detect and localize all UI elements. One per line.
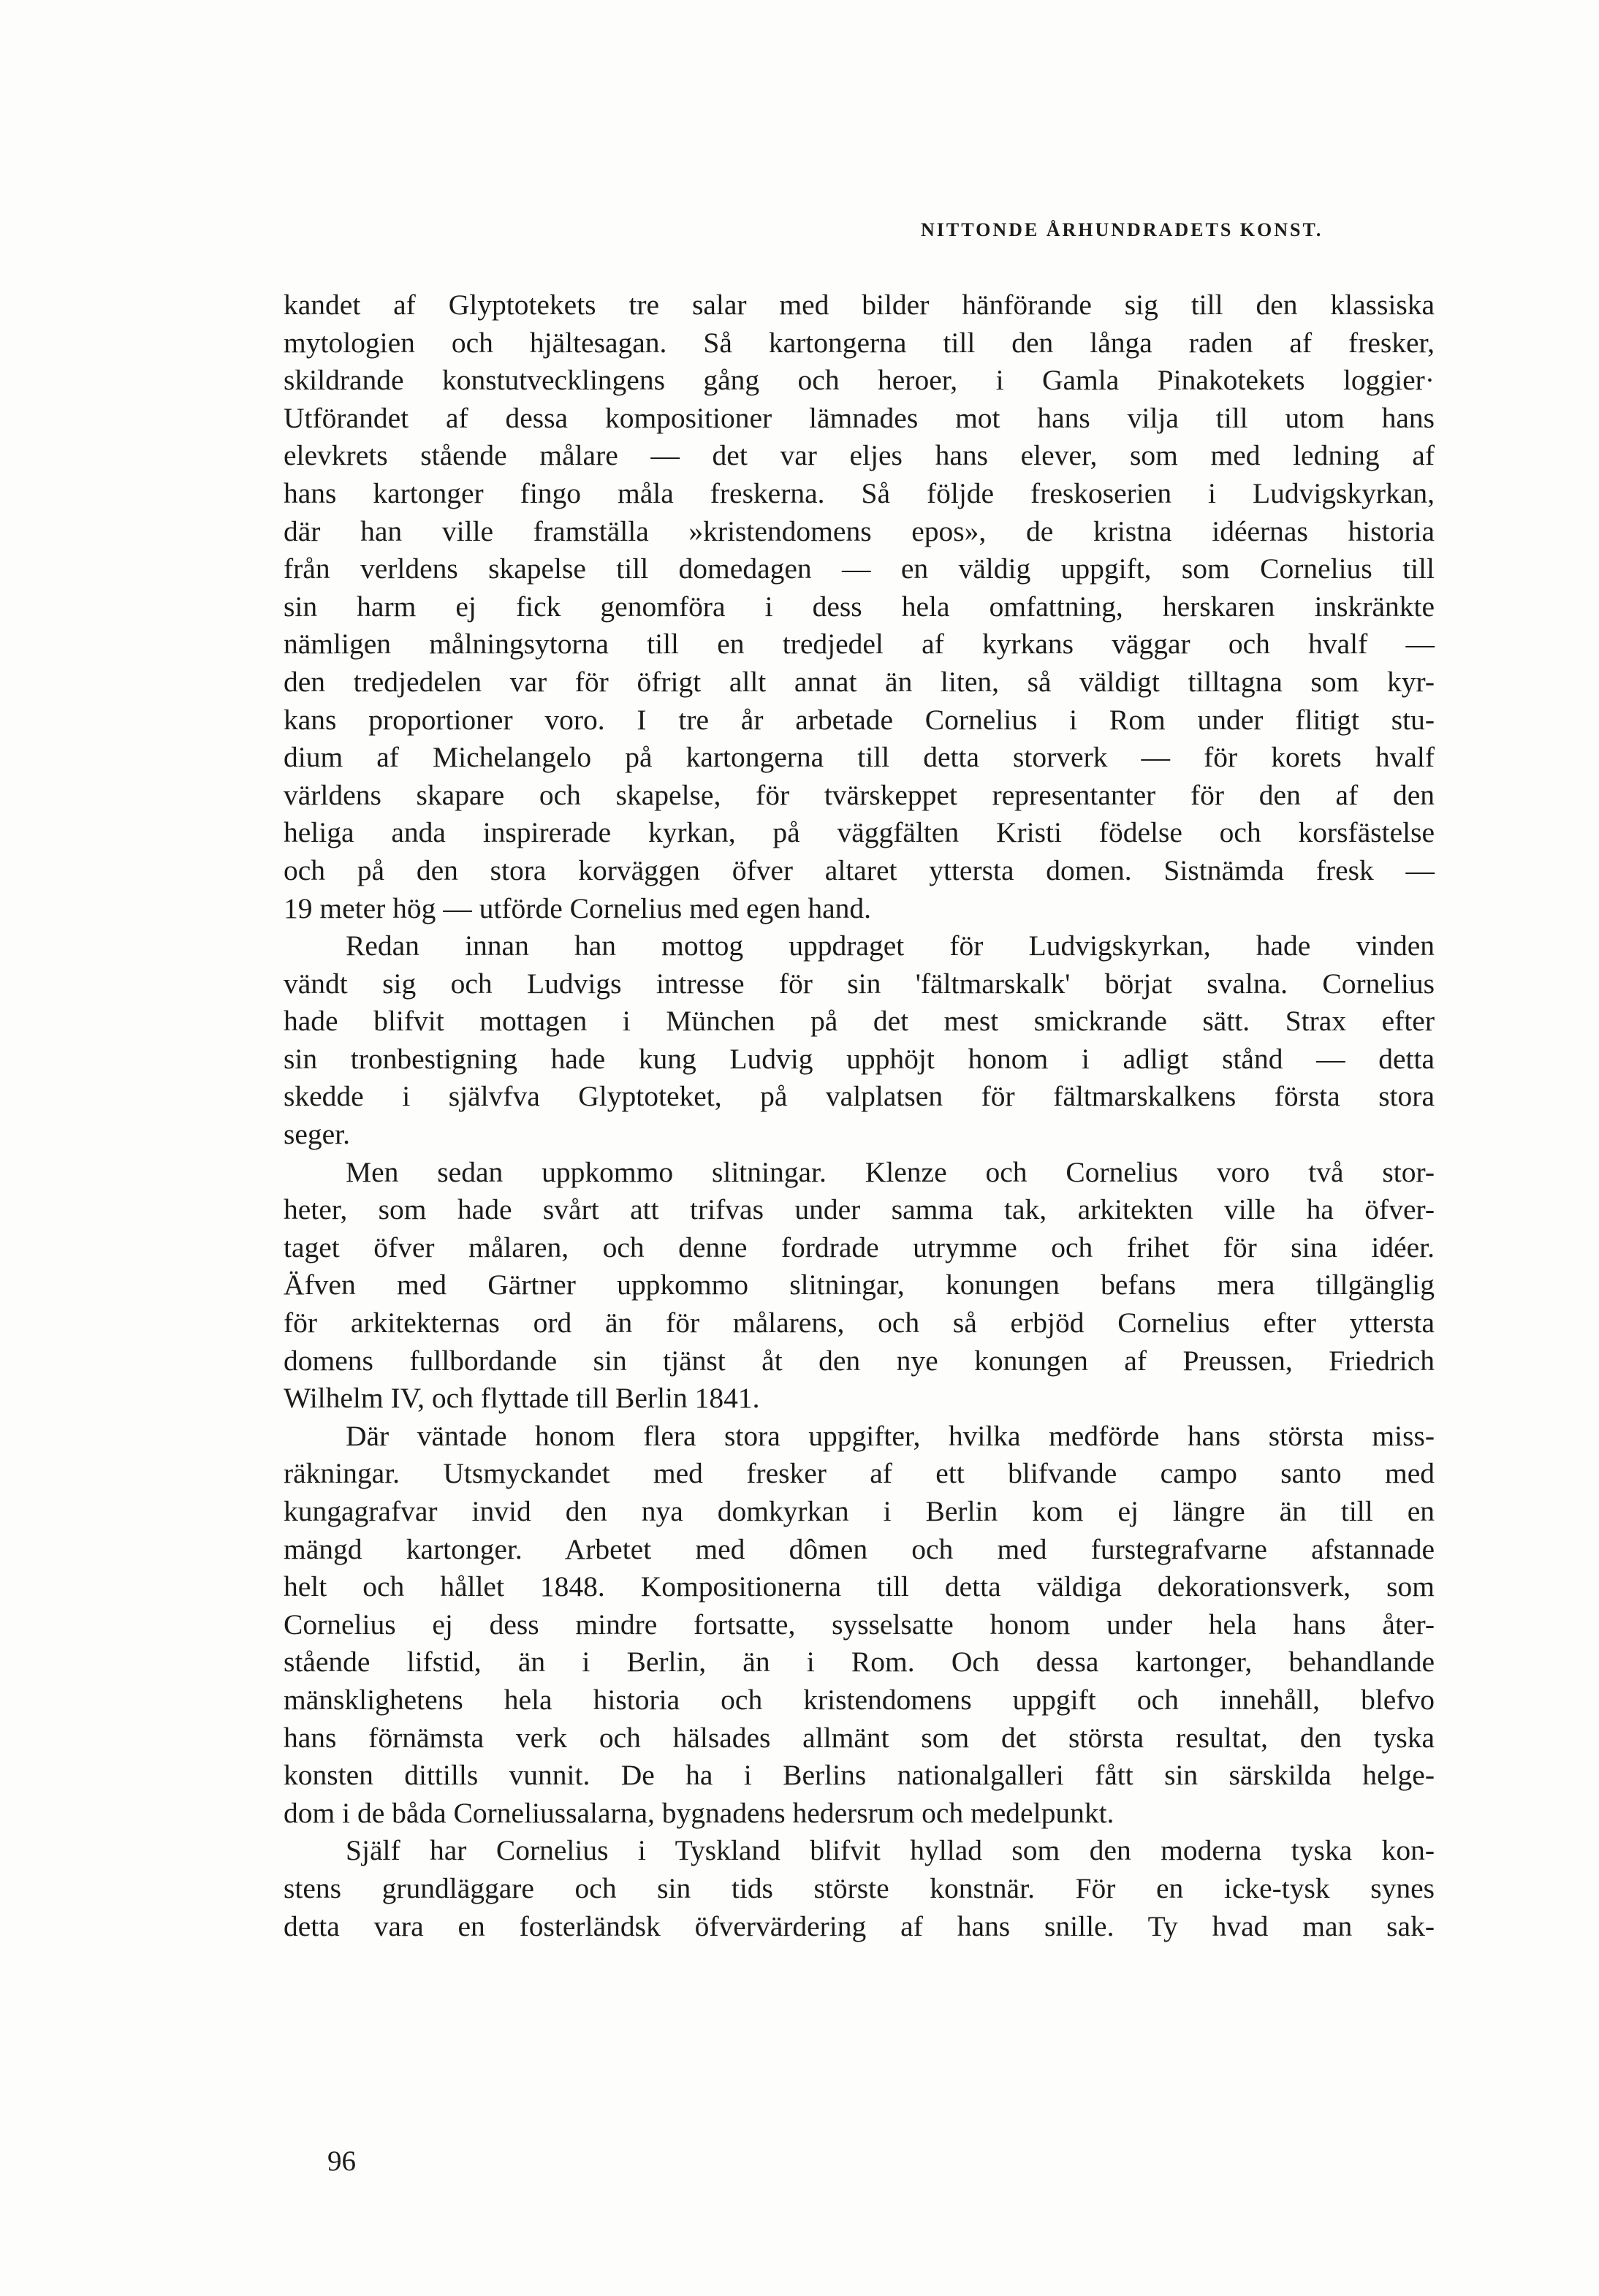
text-line: skildrande konstutvecklingens gång och heroer, i Gamla Pinakotekets loggier· <box>284 364 1435 397</box>
text-line: där han ville framställa »kristendomens epos», de kristna idéernas historia <box>284 514 1435 547</box>
text-line: Men sedan uppkommo slitningar. Klenze och Cornelius voro två stor- <box>346 1155 1435 1188</box>
text-line: seger. <box>284 1118 351 1151</box>
text-line: nämligen målningsytorna till en tredjedel af kyrkans väggar och hvalf — <box>284 628 1435 661</box>
text-line: mängd kartonger. Arbetet med dômen och med furstegrafvarne afstannade <box>284 1532 1435 1565</box>
text-line: hans förnämsta verk och hälsades allmänt som det största resultat, den tyska <box>284 1721 1435 1754</box>
text-line: dium af Michelangelo på kartongerna till detta storverk — för korets hvalf <box>284 741 1435 774</box>
text-line: den tredjedelen var för öfrigt allt annat än liten, så väldigt tilltagna som kyr- <box>284 665 1435 698</box>
text-line: hans kartonger fingo måla freskerna. Så följde freskoserien i Ludvigskyrkan, <box>284 476 1435 509</box>
text-line: sin harm ej fick genomföra i dess hela omfattning, herskaren inskränkte <box>284 590 1435 623</box>
text-line: Där väntade honom flera stora uppgifter, hvilka medförde hans största miss- <box>346 1419 1435 1452</box>
text-line: mytologien och hjältesagan. Så kartongerna till den långa raden af fresker, <box>284 326 1435 359</box>
text-line: världens skapare och skapelse, för tvärskeppet representanter för den af den <box>284 778 1435 811</box>
text-line: elevkrets stående målare — det var eljes hans elever, som med ledning af <box>284 439 1435 472</box>
text-line: helt och hållet 1848. Kompositionerna till detta väldiga dekorationsverk, som <box>284 1570 1435 1603</box>
text-line: mänsklighetens hela historia och kristendomens uppgift och innehåll, blefvo <box>284 1683 1435 1716</box>
text-line: från verldens skapelse till domedagen — en väldig uppgift, som Cornelius till <box>284 552 1435 585</box>
text-line: detta vara en fosterländsk öfvervärdering af hans snille. Ty hvad man sak- <box>284 1909 1435 1942</box>
text-line: heter, som hade svårt att trifvas under samma tak, arkitekten ville ha öfver- <box>284 1193 1435 1226</box>
page-number: 96 <box>327 2145 356 2177</box>
text-line: Cornelius ej dess mindre fortsatte, sysselsatte honom under hela hans åter- <box>284 1608 1435 1641</box>
text-line: Redan innan han mottog uppdraget för Ludvigskyrkan, hade vinden <box>346 930 1435 962</box>
text-line: räkningar. Utsmyckandet med fresker af ett blifvande campo santo med <box>284 1457 1435 1490</box>
text-line: vändt sig och Ludvigs intresse för sin 'fältmarskalk' börjat svalna. Cornelius <box>284 967 1435 1000</box>
text-line: heliga anda inspirerade kyrkan, på väggfälten Kristi födelse och korsfästelse <box>284 816 1435 849</box>
text-line: Själf har Cornelius i Tyskland blifvit hyllad som den moderna tyska kon- <box>346 1834 1435 1867</box>
text-line: skedde i självfva Glyptoteket, på valplatsen för fältmarskalkens första stora <box>284 1080 1435 1113</box>
text-line: Utförandet af dessa kompositioner lämnades mot hans vilja till utom hans <box>284 401 1435 434</box>
text-line: hade blifvit mottagen i München på det mest smickrande sätt. Strax efter <box>284 1005 1435 1038</box>
text-line: stens grundläggare och sin tids störste konstnär. För en icke-tysk synes <box>284 1871 1435 1904</box>
text-line: domens fullbordande sin tjänst åt den nye konungen af Preussen, Friedrich <box>284 1344 1435 1377</box>
text-line: konsten dittills vunnit. De ha i Berlins nationalgalleri fått sin särskilda helge- <box>284 1759 1435 1792</box>
text-line: kungagrafvar invid den nya domkyrkan i Berlin kom ej längre än till en <box>284 1495 1435 1527</box>
text-line: 19 meter hög — utförde Cornelius med egen hand. <box>284 892 872 924</box>
text-line: kans proportioner voro. I tre år arbetade Cornelius i Rom under flitigt stu- <box>284 703 1435 736</box>
text-line: Wilhelm IV, och flyttade till Berlin 1841. <box>284 1382 760 1415</box>
text-line: taget öfver målaren, och denne fordrade utrymme och frihet för sina idéer. <box>284 1231 1435 1263</box>
body-text <box>284 286 1435 1945</box>
text-line: och på den stora korväggen öfver altaret yttersta domen. Sistnämda fresk — <box>284 854 1435 886</box>
text-line: kandet af Glyptotekets tre salar med bilder hänförande sig till den klassiska <box>284 289 1435 321</box>
text-line: Äfven med Gärtner uppkommo slitningar, konungen befans mera tillgänglig <box>284 1269 1435 1301</box>
text-line: för arkitekternas ord än för målarens, och så erbjöd Cornelius efter yttersta <box>284 1307 1435 1339</box>
text-line: stående lifstid, än i Berlin, än i Rom. Och dessa kartonger, behandlande <box>284 1646 1435 1679</box>
text-line: sin tronbestigning hade kung Ludvig upphöjt honom i adligt stånd — detta <box>284 1042 1435 1075</box>
text-line: dom i de båda Corneliussalarna, bygnadens hedersrum och medelpunkt. <box>284 1796 1114 1829</box>
running-head: NITTONDE ÅRHUNDRADETS KONST. <box>921 219 1323 240</box>
